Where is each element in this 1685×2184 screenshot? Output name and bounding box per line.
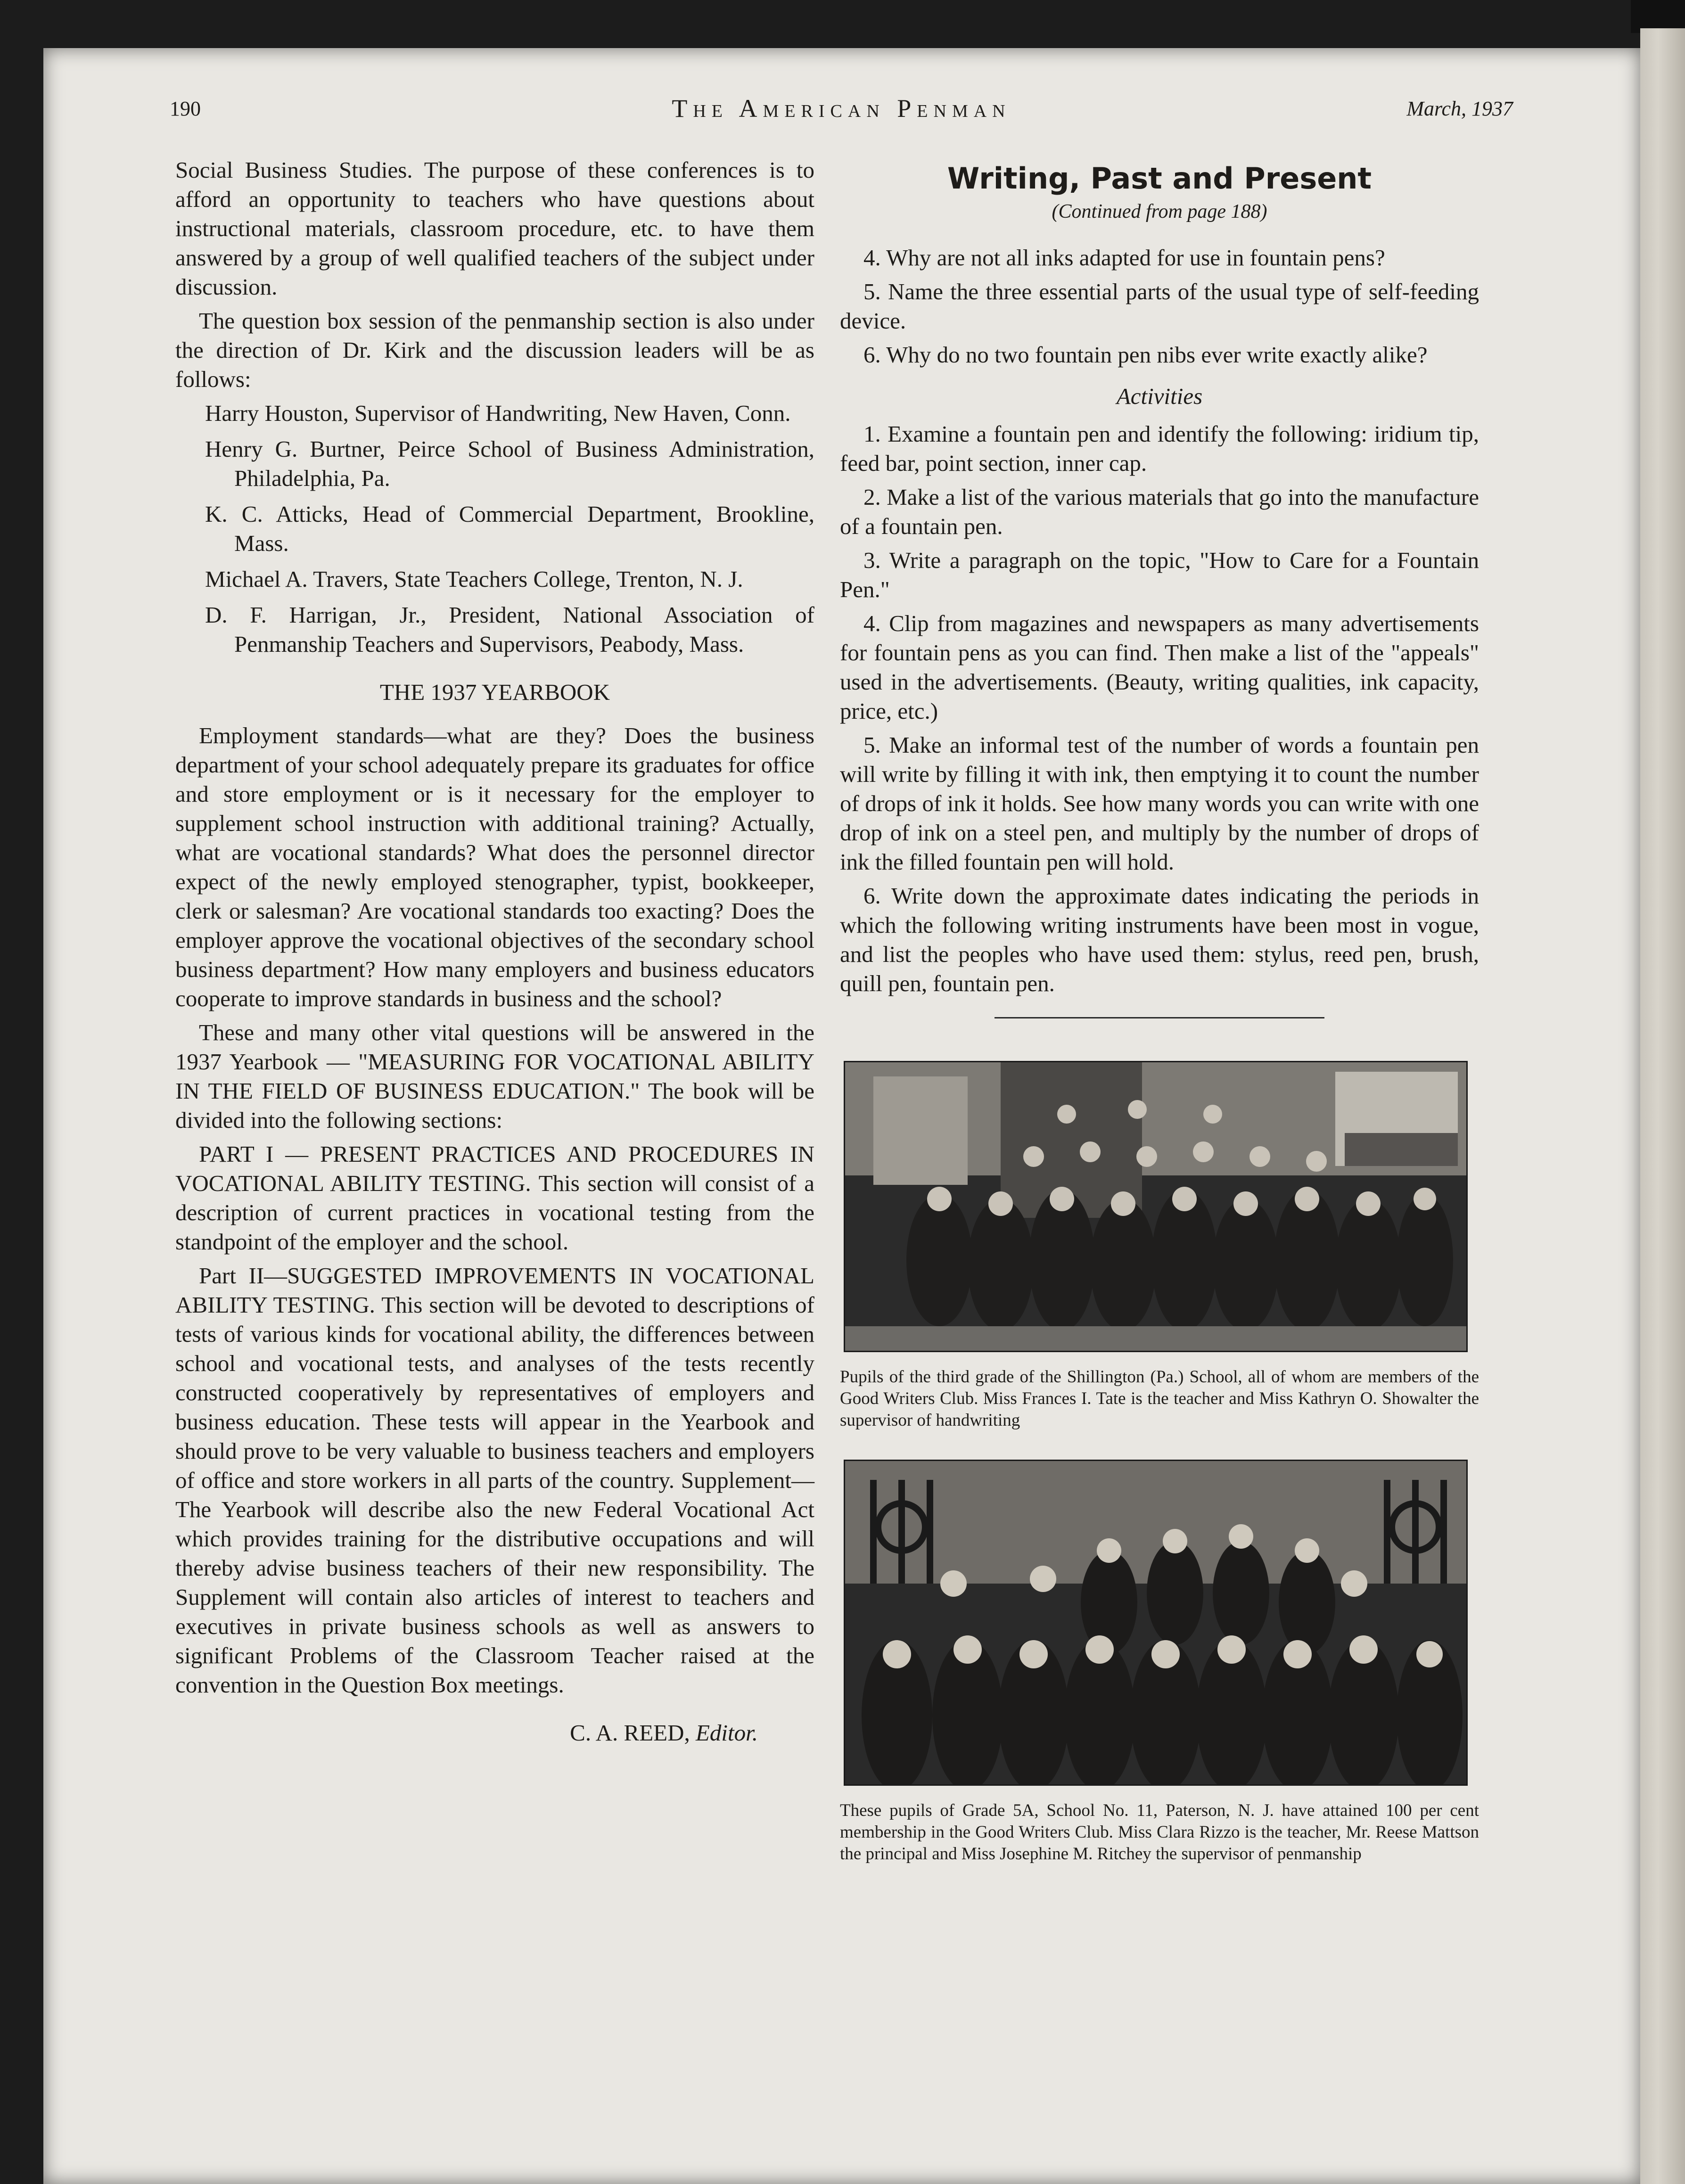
activity-item: 5. Make an informal test of the number of words a fountain pen will write by filling it with ink, then emptying it to count the number of drops of ink it holds. See how many words you can write with one drop of ink on a steel pen, and multiply by the number of drops of ink the filled fountain pen will hold.	[840, 732, 1479, 875]
intro-paragraph: Social Business Studies. The purpose of these conferences is to afford an opportunity to teachers who have questions about instructional materials, classroom procedure, etc. to have them answered by a group of well qualified teachers of the subject under discussion.	[175, 157, 814, 300]
activities-heading: Activities	[1116, 383, 1203, 409]
discussion-leaders-list	[175, 399, 814, 659]
yearbook-paragraph: PART I — PRESENT PRACTICES AND PROCEDURES IN VOCATIONAL ABILITY TESTING. This section will consist of a description of current practices in vocational testing from the standpoint of the employer and the school.	[175, 1141, 814, 1255]
right-column	[840, 156, 1479, 1865]
continued-note: (Continued from page 188)	[1052, 201, 1267, 222]
section-divider	[995, 1017, 1324, 1018]
editor-signature	[175, 1718, 814, 1748]
activity-item: 3. Write a paragraph on the topic, "How to Care for a Fountain Pen."	[840, 547, 1479, 602]
activity-item: 4. Clip from magazines and newspapers as many advertisements for fountain pens as you can find. Then make a list of the "appeals" used in the advertisements. (Beauty, writing qualities, ink capacity, price, etc.)	[840, 610, 1479, 724]
journal-title: The American Penman	[672, 94, 1011, 123]
article-title: Writing, Past and Present	[947, 161, 1372, 196]
question-item: 4. Why are not all inks adapted for use in fountain pens?	[863, 245, 1385, 271]
activity-item: 6. Write down the approximate dates indicating the periods in which the following writing instruments have been most in vogue, and list the peoples who have used them: stylus, reed pen, brush, quill pen, fountain pen.	[840, 883, 1479, 996]
question-box-paragraph: The question box session of the penmanship section is also under the direction of Dr. Kirk and the discussion leaders will be as follows:	[175, 308, 814, 392]
signature-name: C. A. REED,	[570, 1720, 690, 1746]
yearbook-paragraph: These and many other vital questions will be answered in the 1937 Yearbook — "MEASURING FOR VOCATIONAL ABILITY IN THE FIELD OF BUSINESS EDUCATION." The book will be divided into the following sections:	[175, 1019, 814, 1133]
photo2-caption: These pupils of Grade 5A, School No. 11, Paterson, N. J. have attained 100 per cent membership in the Good Writers Club. Miss Clara Rizzo is the teacher, Mr. Reese Mattson the principal and Miss Josephine M. Ritchey the supervisor of penmanship	[840, 1801, 1479, 1864]
activity-item: 1. Examine a fountain pen and identify the following: iridium tip, feed bar, point section, inner cap.	[840, 421, 1479, 476]
activity-item: 2. Make a list of the various materials that go into the manufacture of a fountain pen.	[840, 484, 1479, 539]
list-item: K. C. Atticks, Head of Commercial Department, Brookline, Mass.	[205, 501, 814, 556]
yearbook-heading: THE 1937 YEARBOOK	[379, 679, 610, 705]
question-item: 6. Why do no two fountain pen nibs ever write exactly alike?	[863, 342, 1428, 368]
page-edge	[1640, 28, 1685, 2184]
photo-image	[845, 1062, 1466, 1351]
running-header	[170, 94, 1513, 163]
class-photo-shillington	[844, 1061, 1468, 1352]
yearbook-paragraph: Employment standards—what are they? Does the business department of your school adequately prepare its graduates for office and store employment or is it necessary for the employer to supplement school instruction with additional training? Actually, what are vocational standards? What does the personnel director expect of the newly employed stenographer, typist, bookkeeper, clerk or salesman? Are vocational standards too exacting? Does the employer approve the vocational objectives of the secondary school business department? How many employers and business educators cooperate to improve standards in business and the school?	[175, 723, 814, 1011]
signature-title: Editor.	[695, 1720, 758, 1746]
class-photo-paterson	[844, 1460, 1468, 1786]
question-item: 5. Name the three essential parts of the usual type of self-feeding device.	[840, 279, 1479, 334]
list-item: Henry G. Burtner, Peirce School of Business Administration, Philadelphia, Pa.	[205, 436, 814, 491]
yearbook-paragraph: Part II—SUGGESTED IMPROVEMENTS IN VOCATIONAL ABILITY TESTING. This section will be devoted to descriptions of tests of various kinds for vocational ability, the differences between school and vocational tests, and analyses of the tests recently constructed cooperatively by representatives of employers and business education. These tests will appear in the Yearbook and should prove to be very valuable to business teachers and employers of office and store workers in all parts of the country. Supplement—The Yearbook will describe also the new Federal Vocational Act which provides training for the distributive occupations and will thereby advise business teachers of their new responsibility. The Supplement will contain also articles of interest to teachers and executives in private business schools as well as answers to significant Problems of the Classroom Teacher raised at the convention in the Question Box meetings.	[175, 1263, 814, 1698]
left-column	[175, 156, 814, 1748]
photo-image	[845, 1461, 1466, 1784]
list-item: Michael A. Travers, State Teachers College, Trenton, N. J.	[205, 566, 743, 592]
list-item: Harry Houston, Supervisor of Handwriting, New Haven, Conn.	[205, 400, 791, 426]
photo1-caption: Pupils of the third grade of the Shillington (Pa.) School, all of whom are members of the Good Writers Club. Miss Frances I. Tate is the teacher and Miss Kathryn O. Showalter the supervisor of handwriting	[840, 1367, 1479, 1430]
page-number: 190	[170, 97, 201, 120]
list-item: D. F. Harrigan, Jr., President, National Association of Penmanship Teachers and Supervisors, Peabody, Mass.	[205, 602, 814, 657]
issue-date: March, 1937	[1406, 97, 1513, 120]
